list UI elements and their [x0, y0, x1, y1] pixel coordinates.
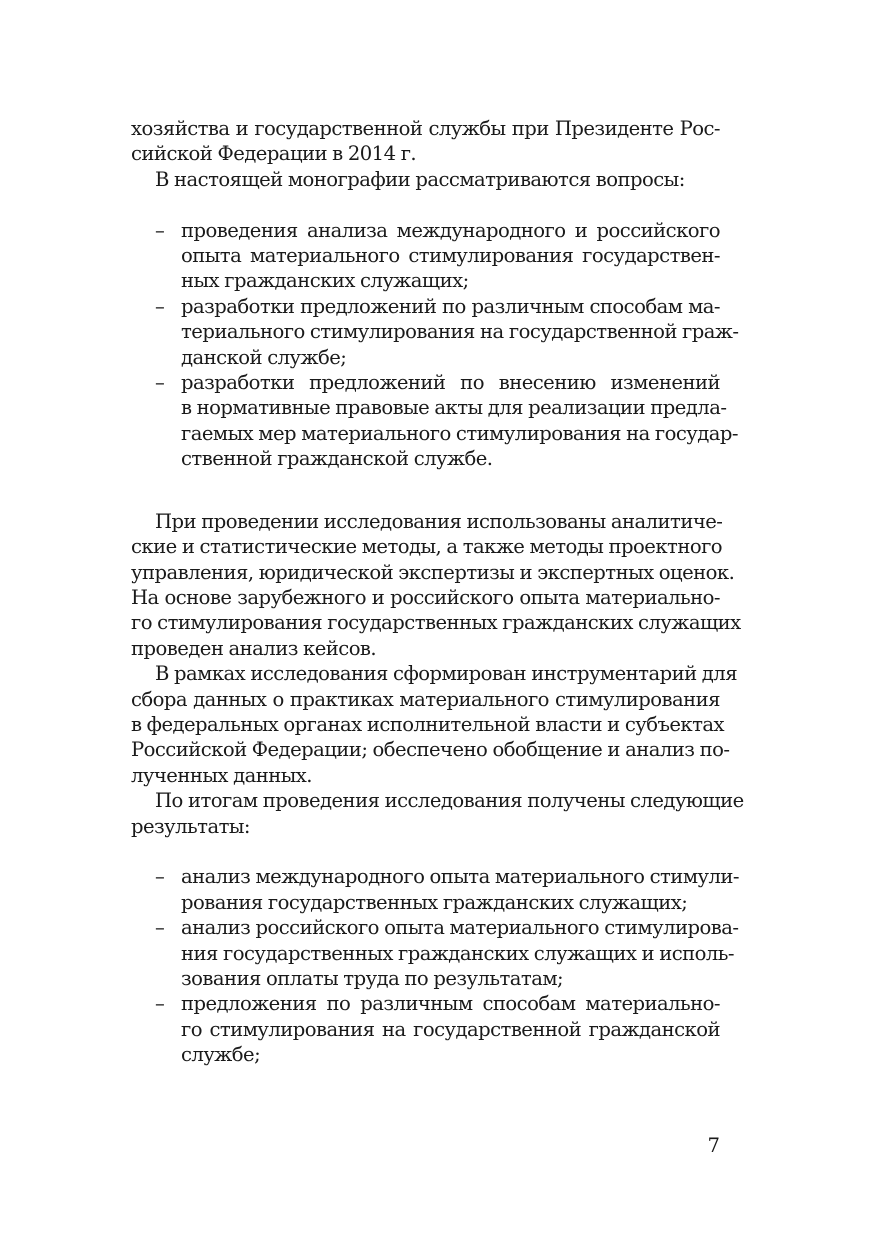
text-line: Российской Федерации; обеспечено обобщение и анализ по- — [131, 738, 730, 762]
bullet-dash: – — [155, 992, 165, 1016]
list-item-line: – предложения по различным способам материально- — [155, 992, 720, 1016]
text-line: проведен анализ кейсов. — [131, 636, 377, 660]
text-line: На основе зарубежного и российского опыта материально- — [131, 586, 720, 610]
spacer — [131, 497, 720, 509]
list-item-line: териального стимулирования на государственной граж- — [181, 320, 739, 344]
text-line: в федеральных органах исполнительной власти и субъектах — [131, 712, 725, 736]
text-line: По итогам проведения исследования получены следующие — [155, 789, 744, 813]
list-item-line: го стимулирования на государственной гражданской — [181, 1017, 720, 1041]
list-item-line: – анализ международного опыта материального стимули- — [155, 865, 739, 889]
page-body — [131, 116, 744, 1067]
bullet-dash: – — [155, 294, 165, 318]
text-line: результаты: — [131, 814, 250, 838]
list-item-line: данской службе; — [181, 345, 347, 369]
bullet-dash: – — [155, 218, 165, 242]
spacer — [131, 192, 720, 217]
bullet-dash: – — [155, 865, 165, 889]
list-item-line: – анализ российского опыта материального стимулирова- — [155, 916, 739, 940]
list-item-line: – разработки предложений по различным способам ма- — [155, 294, 720, 318]
list-item-line: ных гражданских служащих; — [181, 269, 469, 293]
page-number: 7 — [707, 1134, 720, 1157]
text-line: хозяйства и государственной службы при Президенте Рос- — [131, 117, 720, 140]
list-item-line: ственной гражданской службе. — [181, 447, 493, 471]
spacer — [131, 839, 720, 864]
text-line: В настоящей монографии рассматриваются вопросы: — [155, 167, 685, 191]
text-line: го стимулирования государственных гражданских служащих — [131, 611, 741, 635]
text-line: управления, юридической экспертизы и экспертных оценок. — [131, 560, 735, 584]
text-line: ские и статистические методы, а также методы проектного — [131, 535, 723, 559]
bullet-dash: – — [155, 370, 165, 394]
list-item-line: гаемых мер материального стимулирования на государ- — [181, 421, 738, 445]
list-item-line: – разработки предложений по внесению изменений — [155, 370, 720, 394]
list-item-line: опыта материального стимулирования государствен- — [181, 243, 720, 267]
text-line: сбора данных о практиках материального стимулирования — [131, 687, 720, 711]
text-line: сийской Федерации в 2014 г. — [131, 142, 417, 166]
list-item-line: в нормативные правовые акты для реализации предла- — [181, 396, 727, 420]
text-line: При проведении исследования использованы аналитиче- — [155, 509, 723, 533]
list-item-line: зования оплаты труда по результатам; — [181, 966, 564, 990]
list-item-line: службе; — [181, 1043, 261, 1067]
list-item-line: рования государственных гражданских служащих; — [181, 890, 688, 914]
spacer — [131, 471, 720, 496]
text-line: В рамках исследования сформирован инструментарий для — [155, 662, 737, 686]
list-item-line: ния государственных гражданских служащих и исполь- — [181, 941, 734, 965]
list-item-line: – проведения анализа международного и российского — [155, 218, 720, 242]
text-line: лученных данных. — [131, 763, 312, 787]
bullet-dash: – — [155, 916, 165, 940]
